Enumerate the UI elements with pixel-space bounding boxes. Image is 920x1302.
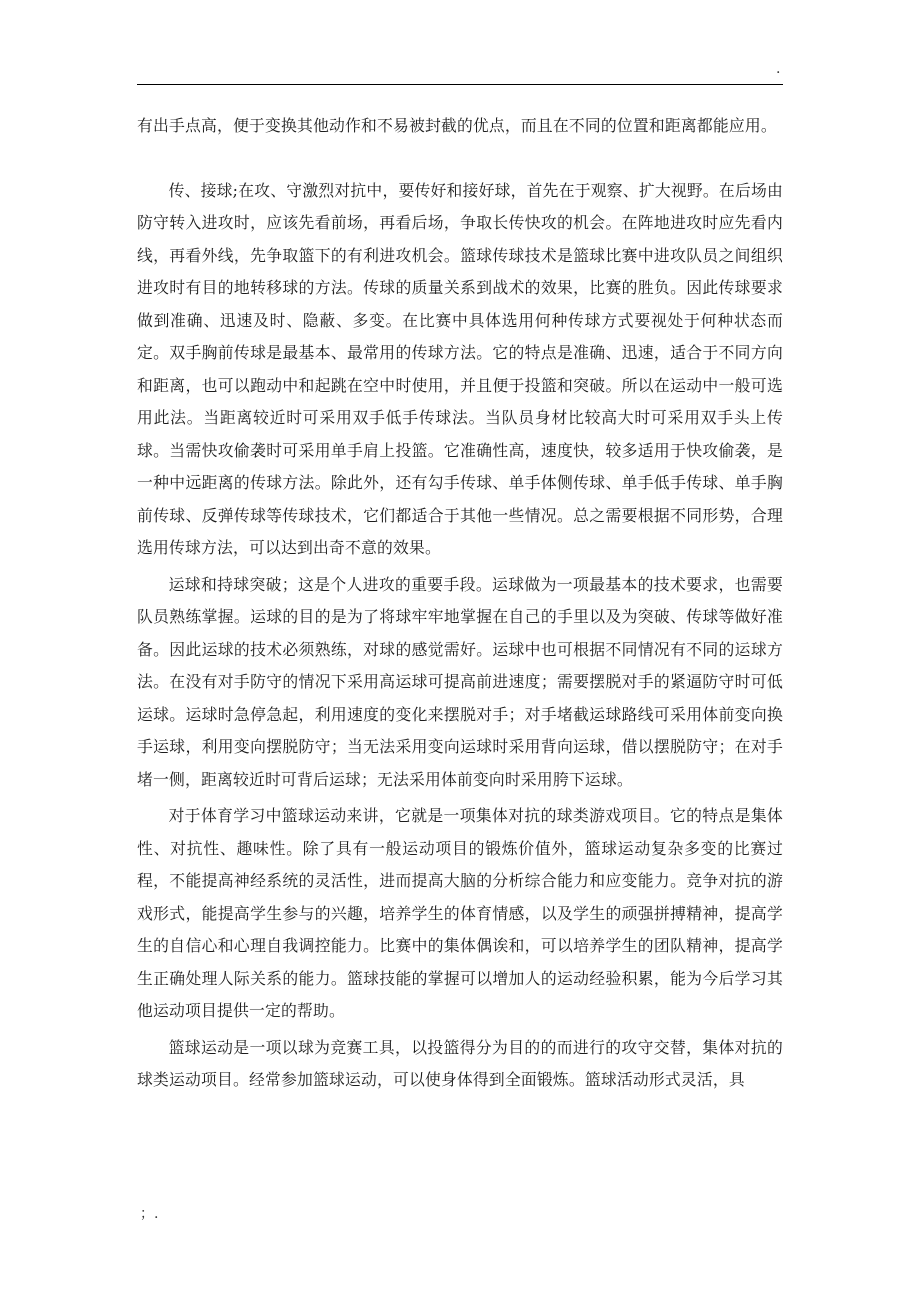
paragraph-1: 有出手点高，便于变换其他动作和不易被封截的优点，而且在不同的位置和距离都能应用。	[137, 116, 777, 135]
paragraph-3: 运球和持球突破；这是个人进攻的重要手段。运球做为一项最基本的技术要求，也需要队员熟练掌握。运球的目的是为了将球牢牢地掌握在自己的手里以及为突破、传球等做好准备。因此运球的技术必须熟练，对球的感觉需好。运球中也可根据不同情况有不同的运球方法。在没有对手防守的情况下采用高运球可提高前进速度；需要摆脱对手的紧逼防守时可低运球。运球时急停急起，利用速度的变化来摆脱对手；对手堵截运球路线可采用体前变向换手运球，利用变向摆脱防守；当无法采用变向运球时采用背向运球，借以摆脱防守；在对手堵一侧，距离较近时可背后运球；无法采用体前变向时采用胯下运球。	[137, 574, 783, 789]
paragraph-2: 传、接球;在攻、守激烈对抗中，要传好和接好球，首先在于观察、扩大视野。在后场由防守转入进攻时，应该先看前场，再看后场，争取长传快攻的机会。在阵地进攻时应先看内线，再看外线，先争取篮下的有利进攻机会。篮球传球技术是篮球比赛中进攻队员之间组织进攻时有目的地转移球的方法。传球的质量关系到战术的效果，比赛的胜负。因此传球要求做到准确、迅速及时、隐蔽、多变。在比赛中具体选用何种传球方式要视处于何种状态而定。双手胸前传球是最基本、最常用的传球方法。它的特点是准确、迅速，适合于不同方向和距离，也可以跑动中和起跳在空中时使用，并且便于投篮和突破。所以在运动中一般可选用此法。当距离较近时可采用双手低手传球法。当队员身材比较高大时可采用双手头上传球。当需快攻偷袭时可采用单手肩上投篮。它准确性高，速度快，较多适用于快攻偷袭，是一种中远距离的传球方法。除此外，还有勾手传球、单手体侧传球、单手低手传球、单手胸前传球、反弹传球等传球技术，它们都适合于其他一些情况。总之需要根据不同形势，合理选用传球方法，可以达到出奇不意的效果。	[137, 180, 783, 557]
footer-mark: ；.	[140, 1206, 159, 1222]
document-body	[137, 110, 783, 1097]
paragraph-5: 篮球运动是一项以球为竞赛工具，以投篮得分为目的的而进行的攻守交替，集体对抗的球类运动项目。经常参加篮球运动，可以使身体得到全面锻炼。篮球活动形式灵活，具	[137, 1037, 783, 1089]
header-mark: .	[776, 61, 781, 77]
paragraph-4: 对于体育学习中篮球运动来讲，它就是一项集体对抗的球类游戏项目。它的特点是集体性、对抗性、趣味性。除了具有一般运动项目的锻炼价值外，篮球运动复杂多变的比赛过程，不能提高神经系统的灵活性，进而提高大脑的分析综合能力和应变能力。竞争对抗的游戏形式，能提高学生参与的兴趣，培养学生的体育情感，以及学生的顽强拼搏精神，提高学生的自信心和心理自我调控能力。比赛中的集体偶诶和，可以培养学生的团队精神，提高学生正确处理人际关系的能力。篮球技能的掌握可以增加人的运动经验积累，能为今后学习其他运动项目提供一定的帮助。	[137, 806, 783, 1020]
header-rule	[137, 84, 783, 85]
